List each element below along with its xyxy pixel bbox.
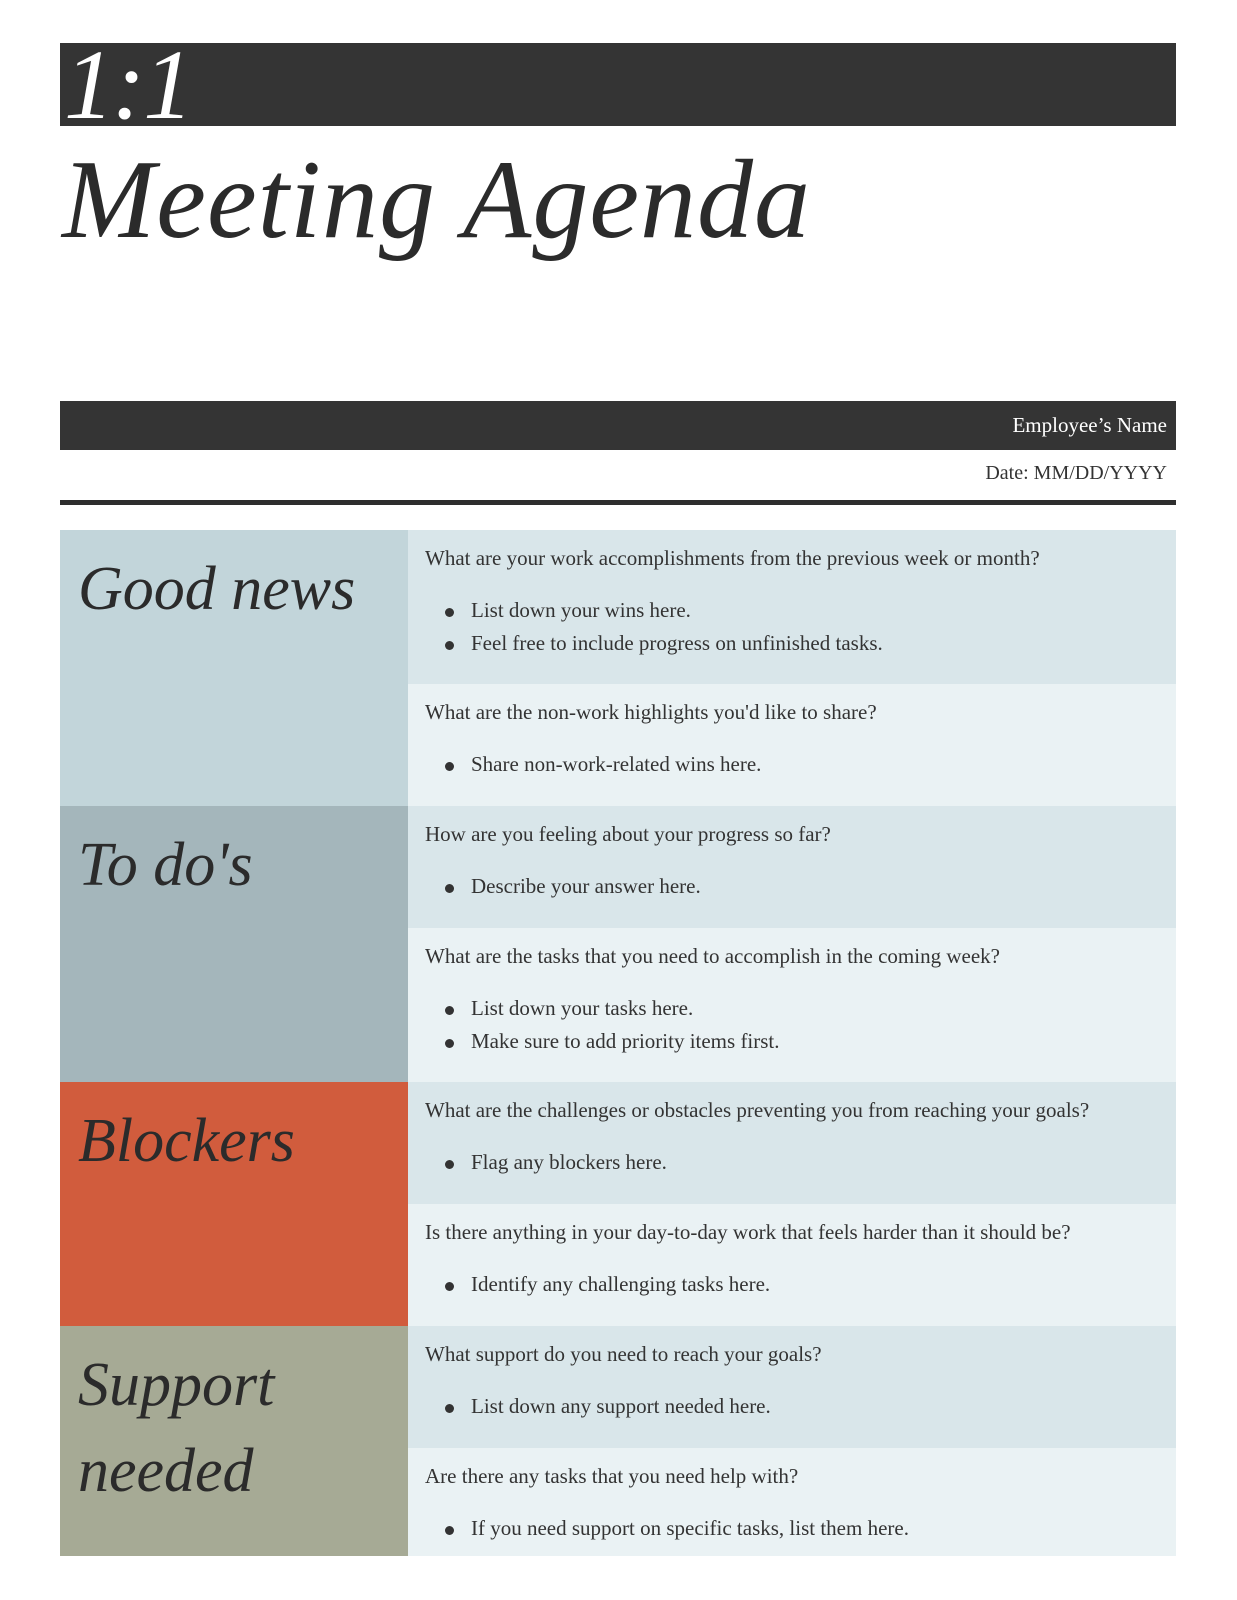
bullet-list [425, 1512, 1158, 1545]
section-blockers [60, 1082, 1176, 1326]
bullet-item[interactable]: Flag any blockers here. [445, 1146, 1158, 1179]
section-support-needed [60, 1326, 1176, 1556]
section-label-support-needed: Support needed [60, 1326, 408, 1556]
bullet-item[interactable]: Share non-work-related wins here. [445, 748, 1158, 781]
bullet-list [425, 870, 1158, 903]
bullet-item[interactable]: List down your tasks here. [445, 992, 1158, 1025]
title-number: 1:1 [64, 29, 192, 140]
bullet-item[interactable]: Feel free to include progress on unfinished tasks. [445, 627, 1158, 660]
agenda-item [408, 530, 1176, 684]
question-text: What are the non-work highlights you'd like to share? [425, 700, 877, 724]
bullet-item[interactable]: List down any support needed here. [445, 1390, 1158, 1423]
bullet-item[interactable]: Identify any challenging tasks here. [445, 1268, 1158, 1301]
agenda-table [60, 530, 1176, 1556]
section-good-news [60, 530, 1176, 806]
employee-name-bar [60, 401, 1176, 450]
question-text: What support do you need to reach your goals? [425, 1342, 822, 1366]
header-divider [60, 500, 1176, 505]
bullet-item[interactable]: If you need support on specific tasks, list them here. [445, 1512, 1158, 1545]
agenda-item [408, 928, 1176, 1082]
page-title: Meeting Agenda [62, 138, 812, 262]
question-text: What are your work accomplishments from the previous week or month? [425, 546, 1040, 570]
agenda-item [408, 1082, 1176, 1204]
question-text: What are the tasks that you need to accomplish in the coming week? [425, 944, 1000, 968]
question-text: How are you feeling about your progress so far? [425, 822, 831, 846]
question-text: Are there any tasks that you need help with? [425, 1464, 799, 1488]
meeting-date[interactable]: Date: MM/DD/YYYY [985, 462, 1167, 484]
agenda-item [408, 1326, 1176, 1448]
agenda-item [408, 806, 1176, 928]
bullet-list [425, 748, 1158, 781]
bullet-list [425, 992, 1158, 1058]
bullet-item[interactable]: Make sure to add priority items first. [445, 1025, 1158, 1058]
section-label-good-news: Good news [60, 530, 408, 806]
section-label-blockers: Blockers [60, 1082, 408, 1326]
agenda-item [408, 1448, 1176, 1556]
bullet-item[interactable]: Describe your answer here. [445, 870, 1158, 903]
question-text: What are the challenges or obstacles preventing you from reaching your goals? [425, 1098, 1090, 1122]
agenda-item [408, 684, 1176, 806]
title-banner [60, 43, 1176, 126]
employee-name[interactable]: Employee’s Name [1012, 413, 1167, 437]
bullet-list [425, 1390, 1158, 1423]
section-todos [60, 806, 1176, 1082]
bullet-item[interactable]: List down your wins here. [445, 594, 1158, 627]
question-text: Is there anything in your day-to-day work that feels harder than it should be? [425, 1220, 1071, 1244]
bullet-list [425, 594, 1158, 660]
agenda-item [408, 1204, 1176, 1326]
bullet-list [425, 1146, 1158, 1179]
bullet-list [425, 1268, 1158, 1301]
section-label-todos: To do's [60, 806, 408, 1082]
